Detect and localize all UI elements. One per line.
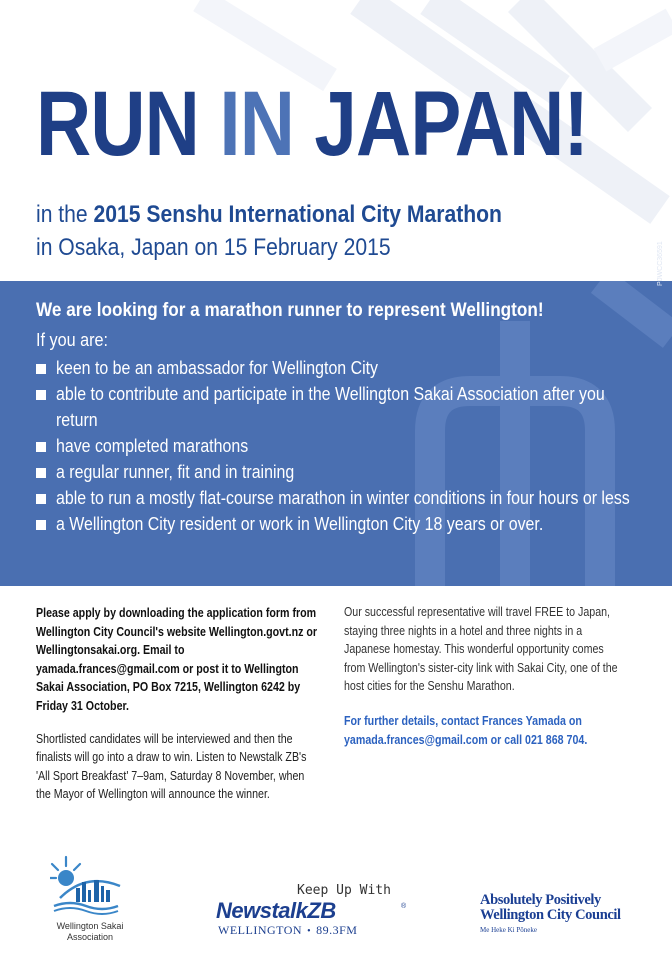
- square-bullet-icon: [36, 494, 46, 504]
- requirements-intro: If you are:: [36, 330, 109, 350]
- newstalk-zb-logo: [210, 880, 410, 940]
- requirement-text: keen to be an ambassador for Wellington City: [56, 358, 379, 378]
- headline-japan: JAPAN!: [294, 73, 589, 175]
- zb-registered-mark: ®: [401, 903, 407, 910]
- application-instructions: Please apply by downloading the application form from Wellington City Council's website Wellington.govt.nz or Wellingtonsakai.org. Email to yamada.frances@gmail.com or post it to Wellington Sakai Association, PO Box 7215, Wellington 6242 by Friday 31 October.: [36, 605, 318, 713]
- event-line: [36, 201, 502, 229]
- requirement-text: a Wellington City resident or work in Wellington City 18 years or over.: [56, 514, 544, 534]
- requirement-item: [36, 511, 626, 537]
- square-bullet-icon: [36, 364, 46, 374]
- headline-in: IN: [219, 73, 295, 175]
- event-lead: in the: [36, 201, 94, 228]
- sakai-skyline-icon: [50, 852, 130, 916]
- requirement-text: able to run a mostly flat-course marathon in winter conditions in four hours or less: [56, 488, 630, 508]
- requirement-text: have completed marathons: [56, 436, 249, 456]
- wcc-line2: Wellington City Council: [480, 907, 621, 923]
- requirements-panel: [0, 281, 672, 586]
- zb-keep-up: Keep Up With: [297, 883, 391, 898]
- requirement-text: able to contribute and participate in the Wellington Sakai Association after you return: [56, 384, 605, 430]
- wellington-sakai-logo: [40, 852, 140, 943]
- contact-details: For further details, contact Frances Yamada on yamada.frances@gmail.com or call 021 868 704.: [344, 712, 588, 747]
- prize-column: [344, 603, 672, 749]
- square-bullet-icon: [36, 390, 46, 400]
- zb-newstalk: Newstalk: [216, 898, 308, 923]
- wcc-tagline: Me Heke Ki Pōneke: [480, 926, 537, 934]
- shortlist-info: Shortlisted candidates will be interviewed and then the finalists will go into a draw to win. Listen to Newstalk ZB's 'All Sport Breakfast' 7–9am, Saturday 8 November, when the Mayor of Wellington will announce the winner.: [36, 730, 307, 802]
- requirement-item: [36, 355, 626, 381]
- sakai-name-line1: Wellington Sakai: [56, 921, 124, 931]
- headline: [36, 73, 589, 175]
- recruit-heading: We are looking for a marathon runner to represent Wellington!: [36, 299, 544, 321]
- sakai-name-line2: Association: [66, 932, 114, 942]
- prize-description: Our successful representative will travel FREE to Japan, staying three nights in a hotel and three nights in a Japanese homestay. This wonderful opportunity comes from Wellington's sister-city link with Sakai City, one of the host cities for the Senshu Marathon.: [344, 604, 618, 694]
- zb-wordmark: [216, 898, 336, 924]
- square-bullet-icon: [36, 520, 46, 530]
- zb-dot: •: [307, 926, 312, 937]
- zb-station: [218, 923, 357, 938]
- requirement-text: a regular runner, fit and in training: [56, 462, 295, 482]
- print-code: P0WCC36591: [657, 241, 664, 286]
- square-bullet-icon: [36, 468, 46, 478]
- requirement-item: [36, 433, 626, 459]
- requirement-item: [36, 381, 626, 433]
- zb-city-name: WELLINGTON: [218, 923, 303, 937]
- requirements-list: [36, 355, 630, 537]
- event-name: 2015 Senshu International City Marathon: [93, 201, 502, 228]
- requirement-item: [36, 485, 630, 511]
- wcc-line1: Absolutely Positively: [480, 892, 601, 908]
- event-location-date: in Osaka, Japan on 15 February 2015: [36, 234, 391, 261]
- zb-frequency: 89.3FM: [316, 923, 358, 937]
- zb-letters: ZB: [307, 898, 336, 923]
- wellington-city-council-logo: [480, 893, 621, 934]
- requirement-item: [36, 459, 626, 485]
- headline-run: RUN: [36, 73, 220, 175]
- application-column: [36, 604, 380, 804]
- square-bullet-icon: [36, 442, 46, 452]
